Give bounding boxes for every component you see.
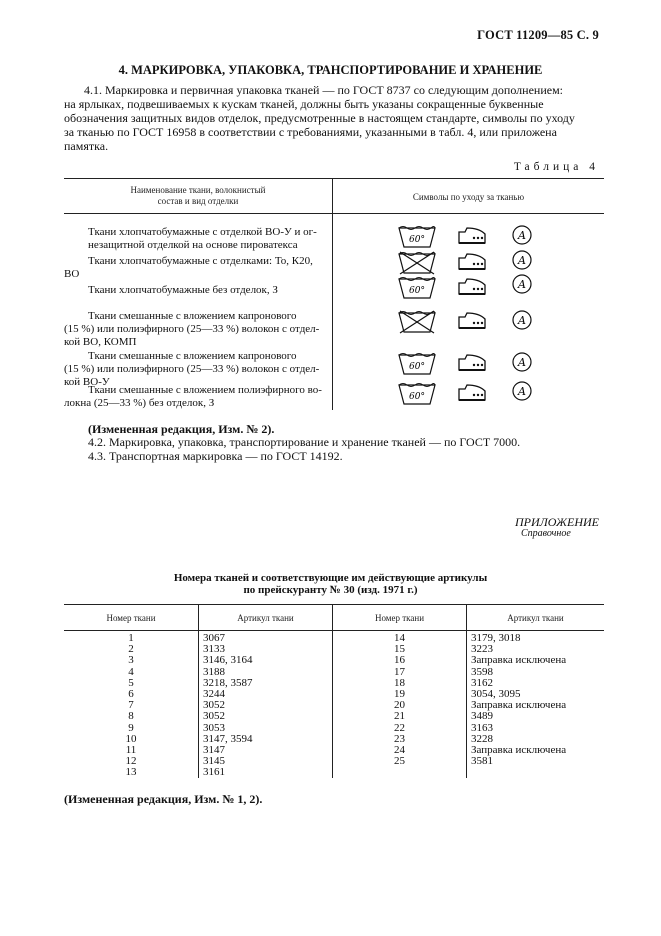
row-line: незащитной отделкой на основе пироватекса (88, 239, 298, 251)
table-cell: Заправка исключена (471, 654, 567, 667)
appendix-col-left-articles (203, 633, 331, 778)
dry-clean-letter: A (518, 356, 526, 369)
table-cell: 19 (394, 687, 405, 700)
dry-clean-letter: A (518, 278, 526, 291)
appendix-col-right-numbers (333, 633, 466, 767)
table-cell: 15 (394, 643, 405, 656)
iron-icon (455, 250, 489, 272)
row-line: кой ВО, КОМП (64, 336, 137, 348)
iron-icon (455, 224, 489, 246)
table-4-header-rule (64, 213, 604, 214)
wash-temp-label: 60° (409, 235, 425, 245)
table-cell: 5 (128, 676, 134, 689)
table-cell: 3133 (203, 643, 225, 656)
table-cell: 23 (394, 732, 405, 745)
table-cell: 7 (128, 699, 134, 712)
table-cell: 4 (128, 665, 134, 678)
appendix-table-header-rule (64, 630, 604, 631)
section-title: 4. МАРКИРОВКА, УПАКОВКА, ТРАНСПОРТИРОВАНИЕ И ХРАНЕНИЕ (118, 63, 543, 77)
table-cell: 3052 (203, 710, 225, 723)
paragraph-line: 4.1. Маркировка и первичная упаковка тканей — по ГОСТ 8737 со следующим дополнением: (84, 83, 563, 97)
table-4-column-divider (332, 178, 333, 410)
row-line: (15 %) или полиэфирного (25—33 %) волокон с отдел- (64, 323, 320, 335)
table-cell: 12 (125, 755, 137, 768)
appendix-header-article: Артикул ткани (507, 613, 564, 623)
table-cell: 3179, 3018 (471, 632, 521, 644)
wash-temp-label: 60° (409, 392, 425, 402)
table-cell: 3489 (471, 710, 493, 723)
header-line: Наименование ткани, волокнистый (130, 185, 266, 195)
table-cell: 3147, 3594 (203, 732, 253, 745)
appendix-col-right-articles (471, 633, 604, 767)
wash-temp-label: 60° (409, 362, 425, 372)
table-cell: 3162 (471, 676, 493, 689)
iron-icon (455, 351, 489, 373)
table-cell: 3053 (203, 721, 225, 734)
table-cell: 9 (128, 721, 134, 734)
table-cell: 3188 (203, 665, 225, 678)
title-line: по прейскуранту № 30 (изд. 1971 г.) (243, 584, 418, 596)
paragraph-line: за тканью по ГОСТ 16958 в соответствии с требованиями, указанными в табл. 4, или приложена (64, 125, 557, 139)
iron-icon (455, 381, 489, 403)
row-line: Ткани смешанные с вложением полиэфирного во- (88, 384, 322, 396)
paragraph-line: памятка. (64, 139, 109, 153)
dry-clean-a-icon (511, 351, 533, 373)
amendment-note-final: (Измененная редакция, Изм. № 1, 2). (64, 792, 263, 806)
row-line: кой ВО-У (64, 376, 110, 388)
table-cell: Заправка исключена (471, 743, 567, 756)
table-4-col1-header (64, 185, 332, 207)
table-cell: 3218, 3587 (203, 676, 253, 689)
row-line: Ткани смешанные с вложением капронового (88, 350, 297, 362)
table-cell: 3146, 3164 (203, 654, 253, 667)
wash-crossed-icon (397, 308, 437, 334)
dry-clean-letter: A (518, 229, 526, 242)
table-cell: 3161 (203, 766, 225, 779)
table-cell: 3145 (203, 755, 225, 768)
row-line: Ткани хлопчатобумажные без отделок, З (88, 284, 278, 296)
table-cell: 3581 (471, 755, 493, 768)
table-cell: 3163 (471, 721, 493, 734)
wash-temp-label: 60° (409, 286, 425, 296)
table-cell: 3052 (203, 699, 225, 712)
table-cell: 6 (128, 687, 134, 700)
table-4-row-text (64, 255, 328, 281)
appendix-header-article: Артикул ткани (237, 613, 294, 623)
row-line: Ткани смешанные с вложением капронового (88, 310, 297, 322)
row-line: Ткани хлопчатобумажные с отделками: То, К20, (88, 255, 313, 267)
table-cell: 3228 (471, 732, 493, 745)
dry-clean-a-icon (511, 309, 533, 331)
paragraph-line: на ярлыках, подвешиваемых к кускам тканей, должны быть указаны сокращенные буквенные (64, 97, 544, 111)
wash-60-icon (397, 223, 437, 249)
table-cell: 17 (394, 665, 405, 678)
wash-crossed-icon (397, 249, 437, 275)
appendix-title: ПРИЛОЖЕНИЕ (515, 515, 599, 529)
table-4-row-text (64, 310, 328, 349)
table-cell: 1 (128, 632, 134, 644)
dry-clean-letter: A (518, 254, 526, 267)
table-4-row-text (88, 226, 328, 252)
table-cell: 2 (128, 643, 134, 656)
iron-icon (455, 309, 489, 331)
dry-clean-a-icon (511, 224, 533, 246)
table-cell: 8 (128, 710, 134, 723)
paragraph-line: обозначения защитных видов отделок, предусмотренные в настоящем стандарте, символы по уходу (64, 111, 575, 125)
page-header: ГОСТ 11209—85 С. 9 (477, 28, 599, 42)
table-cell: 3223 (471, 643, 493, 656)
row-line: (15 %) или полиэфирного (25—33 %) волокон с отдел- (64, 363, 320, 375)
table-cell: 16 (394, 654, 405, 667)
appendix-col-left-numbers (64, 633, 198, 778)
appendix-table-divider (198, 604, 199, 778)
table-cell: 3067 (203, 632, 225, 644)
appendix-header-number: Номер ткани (374, 613, 425, 623)
table-cell: 22 (394, 721, 405, 734)
table-4-top-rule (64, 178, 604, 179)
header-line: состав и вид отделки (157, 196, 239, 206)
table-cell: 13 (125, 766, 137, 779)
row-line: локна (25—33 %) без отделок, З (64, 397, 215, 409)
title-line: Номера тканей и соответствующие им действующие артикулы (173, 572, 488, 584)
paragraph-4-1 (64, 83, 604, 153)
table-cell: 21 (394, 710, 405, 723)
dry-clean-letter: A (518, 314, 526, 327)
row-line: ВО (64, 268, 80, 280)
table-cell: 14 (394, 632, 405, 644)
iron-icon (455, 275, 489, 297)
paragraph-4-2: 4.2. Маркировка, упаковка, транспортирование и хранение тканей — по ГОСТ 7000. (88, 435, 521, 449)
dry-clean-a-icon (511, 380, 533, 402)
dry-clean-letter: A (518, 385, 526, 398)
table-cell: 3054, 3095 (471, 687, 521, 700)
appendix-table-title (0, 572, 661, 596)
table-cell: 24 (394, 743, 405, 756)
appendix-table-top-rule (64, 604, 604, 605)
appendix-subtitle: Справочное (521, 528, 571, 539)
table-cell: 10 (125, 732, 137, 745)
table-cell: 18 (394, 676, 405, 689)
table-cell: 3598 (471, 665, 493, 678)
table-cell: 20 (394, 699, 405, 712)
row-line: Ткани хлопчатобумажные с отделкой ВО-У и ог- (88, 226, 317, 238)
table-4-col2-header: Символы по уходу за тканью (412, 192, 525, 202)
wash-60-icon (397, 274, 437, 300)
wash-60-icon (397, 380, 437, 406)
table-cell: Заправка исключена (471, 699, 567, 712)
table-4-row-text (64, 384, 328, 410)
table-4-caption: Таблица 4 (513, 161, 599, 173)
paragraph-4-3: 4.3. Транспортная маркировка — по ГОСТ 14192. (88, 449, 343, 463)
wash-60-icon (397, 350, 437, 376)
table-cell: 3244 (203, 687, 225, 700)
table-cell: 3147 (203, 743, 225, 756)
appendix-header-number: Номер ткани (106, 613, 156, 623)
amendment-note: (Измененная редакция, Изм. № 2). (88, 422, 275, 436)
dry-clean-a-icon (511, 249, 533, 271)
table-4-row-text (88, 284, 328, 297)
appendix-table-divider (466, 604, 467, 778)
dry-clean-a-icon (511, 273, 533, 295)
table-cell: 3 (128, 654, 134, 667)
table-cell: 25 (394, 755, 405, 768)
table-cell: 11 (125, 743, 137, 756)
